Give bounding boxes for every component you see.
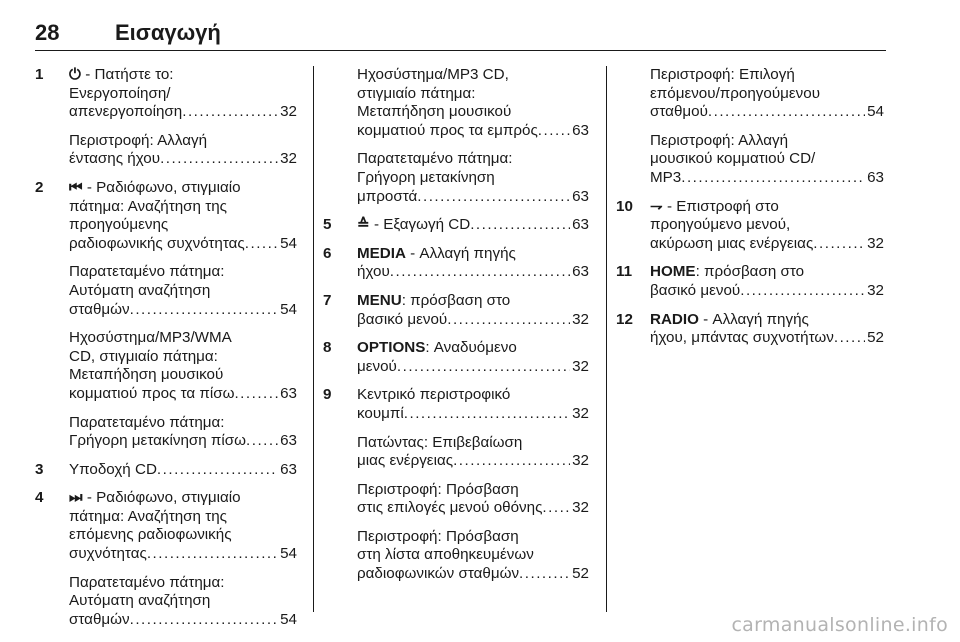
dot-leader xyxy=(417,188,570,207)
page-reference: 32 xyxy=(572,499,589,517)
entry-number: 11 xyxy=(616,263,633,281)
dot-leader xyxy=(708,103,865,122)
entry-line xyxy=(357,188,417,207)
entry-line xyxy=(357,263,390,282)
page-reference: 32 xyxy=(572,357,589,375)
entry-line-with-page xyxy=(357,565,589,584)
dot-leader xyxy=(160,150,278,169)
entry-line xyxy=(650,169,681,188)
watermark: carmanualsonline.info xyxy=(731,614,948,636)
page-reference: 54 xyxy=(280,545,297,563)
dot-leader xyxy=(404,405,570,424)
entry-line: επόμενου/προηγούμενου xyxy=(650,84,821,102)
control-name: OPTIONS xyxy=(357,339,426,357)
entry-line-with-page xyxy=(650,282,884,301)
entry-line: στιγμιαίο πάτημα: xyxy=(357,84,476,102)
entry-text: - Ραδιόφωνο, στιγμιαίο xyxy=(82,178,241,196)
entry-text: - Επιστροφή στο xyxy=(662,197,779,215)
dot-leader xyxy=(246,432,278,451)
entry-text: ήχου xyxy=(357,263,390,281)
page-reference: 63 xyxy=(280,460,297,478)
index-column-1 xyxy=(35,66,297,639)
entry-line: Ενεργοποίηση/ xyxy=(69,84,171,102)
entry-text: ακύρωση μιας ενέργειας xyxy=(650,234,814,252)
entry-text: σταθμού xyxy=(650,103,708,121)
page-reference: 32 xyxy=(280,103,297,121)
page-title: Εισαγωγή xyxy=(115,20,221,45)
entry-line-with-page xyxy=(69,545,297,564)
page-reference: 54 xyxy=(280,234,297,252)
entry-line-with-page xyxy=(650,329,884,348)
entry-text: έντασης ήχου xyxy=(69,150,161,168)
entry-line-with-page xyxy=(357,499,589,518)
index-entry xyxy=(35,329,297,403)
entry-line-with-page xyxy=(357,311,589,330)
entry-line: Παρατεταμένο πάτημα: xyxy=(357,150,513,168)
dot-leader xyxy=(740,282,865,301)
entry-line xyxy=(650,282,740,301)
dot-leader xyxy=(542,499,570,518)
entry-number: 5 xyxy=(323,216,332,234)
entry-number: 10 xyxy=(616,197,633,215)
page-reference: 63 xyxy=(280,384,297,402)
entry-line: Πατώντας: Επιβεβαίωση xyxy=(357,433,523,451)
index-column-3 xyxy=(616,66,884,358)
entry-line xyxy=(357,216,470,235)
previous-track-icon: ⏮ xyxy=(69,178,83,196)
entry-line-with-page xyxy=(357,216,589,235)
entry-heading xyxy=(650,198,884,217)
entry-heading xyxy=(650,263,884,282)
entry-line-with-page xyxy=(650,169,884,188)
entry-text: - Αλλαγή πηγής xyxy=(405,244,516,262)
entry-text: - Ραδιόφωνο, στιγμιαίο xyxy=(82,489,241,507)
dot-leader xyxy=(157,461,278,480)
dot-leader xyxy=(453,452,570,471)
entry-text: Γρήγορη μετακίνηση πίσω xyxy=(69,432,247,450)
entry-text: κουμπί xyxy=(357,404,404,422)
index-entry xyxy=(35,574,297,630)
dot-leader xyxy=(147,545,278,564)
entry-text: Κεντρικό περιστροφικό xyxy=(357,386,511,404)
entry-number: 2 xyxy=(35,178,44,196)
entry-line: Αυτόματη αναζήτηση xyxy=(69,281,211,299)
entry-line: Περιστροφή: Αλλαγή xyxy=(69,131,208,149)
index-entry xyxy=(323,245,589,282)
entry-heading xyxy=(357,339,589,358)
entry-line xyxy=(69,301,130,320)
entry-text: βασικό μενού xyxy=(357,310,448,328)
entry-text: MP3 xyxy=(650,168,682,186)
entry-number: 3 xyxy=(35,460,44,478)
dot-leader xyxy=(390,263,570,282)
entry-heading xyxy=(357,386,589,405)
index-entry xyxy=(323,481,589,518)
entry-text: σταθμών xyxy=(69,610,130,628)
entry-line: μουσικού κομματιού CD/ xyxy=(650,150,816,168)
entry-line: Γρήγορη μετακίνηση xyxy=(357,168,495,186)
entry-text: κομματιού προς τα πίσω xyxy=(69,384,235,402)
index-entry xyxy=(323,292,589,329)
page-reference: 32 xyxy=(867,281,884,299)
entry-text: : Αναδυόμενο xyxy=(425,339,517,357)
entry-text: : πρόσβαση στο xyxy=(695,263,805,281)
entry-number: 9 xyxy=(323,386,332,404)
entry-line-with-page xyxy=(357,263,589,282)
dot-leader xyxy=(681,169,865,188)
entry-text: - Αλλαγή πηγής xyxy=(698,310,809,328)
entry-text: μενού xyxy=(357,357,397,375)
entry-line-with-page xyxy=(357,358,589,377)
page-header xyxy=(35,14,886,51)
dot-leader xyxy=(447,311,570,330)
index-entry xyxy=(323,150,589,206)
control-name: HOME xyxy=(650,263,696,281)
entry-number: 8 xyxy=(323,339,332,357)
page-reference: 52 xyxy=(572,565,589,583)
index-entry xyxy=(323,386,589,423)
entry-line xyxy=(69,103,182,122)
back-icon: ⇁ xyxy=(650,197,663,215)
entry-line: Μεταπήδηση μουσικού xyxy=(69,366,224,384)
entry-line-with-page xyxy=(69,611,297,630)
entry-text: στις επιλογές μενού οθόνης xyxy=(357,499,543,517)
index-entry xyxy=(616,198,884,254)
index-entry xyxy=(616,132,884,188)
index-entry xyxy=(35,489,297,563)
index-column-2 xyxy=(323,66,589,594)
dot-leader xyxy=(470,216,570,235)
entry-heading xyxy=(650,311,884,330)
entry-text: μπροστά xyxy=(357,187,418,205)
index-entry xyxy=(323,434,589,471)
dot-leader xyxy=(182,103,278,122)
dot-leader xyxy=(130,301,279,320)
entry-line xyxy=(357,499,542,518)
entry-text: - Πατήστε το: xyxy=(81,66,174,83)
entry-line xyxy=(69,235,245,254)
eject-icon: ≙ xyxy=(357,216,370,234)
entry-number: 1 xyxy=(35,66,44,83)
entry-text: κομματιού προς τα εμπρός xyxy=(357,121,538,139)
index-entry xyxy=(616,263,884,300)
column-divider xyxy=(313,66,314,612)
entry-line: προηγούμενης xyxy=(69,216,169,234)
entry-line xyxy=(650,329,834,348)
entry-line: προηγούμενο μενού, xyxy=(650,216,791,234)
entry-line: Παρατεταμένο πάτημα: xyxy=(69,263,225,281)
entry-line-with-page xyxy=(69,150,297,169)
index-entry xyxy=(35,414,297,451)
entry-text: ήχου, μπάντας συχνοτήτων xyxy=(650,329,834,347)
entry-line-with-page xyxy=(69,432,297,451)
page-reference: 63 xyxy=(572,216,589,234)
entry-line-with-page xyxy=(357,122,589,141)
entry-line: Ηχοσύστημα/MP3 CD, xyxy=(357,66,509,83)
entry-number: 12 xyxy=(616,310,633,328)
entry-line: Μεταπήδηση μουσικού xyxy=(357,103,512,121)
dot-leader xyxy=(538,122,570,141)
entry-number: 6 xyxy=(323,244,332,262)
entry-line xyxy=(69,611,130,630)
entry-line xyxy=(357,405,404,424)
index-entry xyxy=(616,311,884,348)
column-divider xyxy=(606,66,607,612)
entry-text: μιας ενέργειας xyxy=(357,452,454,470)
entry-text: βασικό μενού xyxy=(650,281,741,299)
page-reference: 32 xyxy=(280,150,297,168)
index-entry xyxy=(35,66,297,122)
entry-line: πάτημα: Αναζήτηση της xyxy=(69,507,227,525)
page-reference: 63 xyxy=(867,168,884,186)
index-entry xyxy=(323,339,589,376)
page-reference: 63 xyxy=(572,121,589,139)
entry-heading xyxy=(69,66,297,85)
entry-heading xyxy=(357,292,589,311)
dot-leader xyxy=(397,358,570,377)
dot-leader xyxy=(813,235,865,254)
page-number: 28 xyxy=(35,20,60,45)
entry-line-with-page xyxy=(650,235,884,254)
entry-line-with-page xyxy=(357,188,589,207)
index-entry xyxy=(35,263,297,319)
entry-heading xyxy=(357,245,589,264)
entry-text: - Εξαγωγή CD xyxy=(369,216,471,234)
entry-line xyxy=(357,452,453,471)
dot-leader xyxy=(245,235,278,254)
page-reference: 63 xyxy=(280,432,297,450)
entry-text: ραδιοφωνικών σταθμών xyxy=(357,565,520,583)
entry-text: : πρόσβαση στο xyxy=(401,291,511,309)
entry-line-with-page xyxy=(357,452,589,471)
page-reference: 32 xyxy=(572,310,589,328)
entry-text: Υποδοχή CD xyxy=(69,460,157,478)
page-reference: 32 xyxy=(572,452,589,470)
dot-leader xyxy=(834,329,865,348)
entry-line: Περιστροφή: Επιλογή xyxy=(650,66,795,83)
index-entry xyxy=(323,66,589,140)
next-track-icon: ⏭ xyxy=(69,489,83,507)
entry-line: Παρατεταμένο πάτημα: xyxy=(69,413,225,431)
entry-line: Παρατεταμένο πάτημα: xyxy=(69,573,225,591)
power-icon: ⏻ xyxy=(69,66,82,83)
entry-line xyxy=(69,545,147,564)
entry-line-with-page xyxy=(69,461,297,480)
entry-line: Αυτόματη αναζήτηση xyxy=(69,592,211,610)
entry-line xyxy=(69,150,160,169)
entry-line xyxy=(69,461,157,480)
page-reference: 52 xyxy=(867,329,884,347)
page-reference: 54 xyxy=(867,103,884,121)
entry-line-with-page xyxy=(69,301,297,320)
dot-leader xyxy=(130,611,279,630)
entry-text: σταθμών xyxy=(69,300,130,318)
index-entry xyxy=(35,179,297,253)
entry-number: 4 xyxy=(35,489,44,507)
page-reference: 32 xyxy=(867,234,884,252)
entry-number: 7 xyxy=(323,291,332,309)
entry-line-with-page xyxy=(650,103,884,122)
entry-text: ραδιοφωνικής συχνότητας xyxy=(69,234,245,252)
entry-line: Ηχοσύστημα/MP3/WMA xyxy=(69,329,232,347)
entry-line: Περιστροφή: Πρόσβαση xyxy=(357,527,519,545)
entry-line: επόμενης ραδιοφωνικής xyxy=(69,526,232,544)
page-reference: 63 xyxy=(572,187,589,205)
entry-line xyxy=(69,432,246,451)
index-entry xyxy=(35,132,297,169)
entry-line: Περιστροφή: Αλλαγή xyxy=(650,131,789,149)
dot-leader xyxy=(519,565,570,584)
entry-line: Περιστροφή: Πρόσβαση xyxy=(357,480,519,498)
page-reference: 54 xyxy=(280,610,297,628)
entry-line xyxy=(69,385,234,404)
page-reference: 32 xyxy=(572,404,589,422)
entry-heading xyxy=(69,179,297,198)
dot-leader xyxy=(234,385,278,404)
entry-line-with-page xyxy=(69,235,297,254)
page-reference: 54 xyxy=(280,300,297,318)
entry-line: CD, στιγμιαίο πάτημα: xyxy=(69,347,218,365)
control-name: MENU xyxy=(357,291,402,309)
entry-line-with-page xyxy=(69,103,297,122)
entry-heading xyxy=(69,489,297,508)
entry-text: απενεργοποίηση xyxy=(69,103,183,121)
control-name: RADIO xyxy=(650,310,699,328)
page-reference: 63 xyxy=(572,263,589,281)
entry-line: πάτημα: Αναζήτηση της xyxy=(69,197,227,215)
index-entry xyxy=(323,528,589,584)
index-entry xyxy=(323,216,589,235)
entry-line xyxy=(357,565,519,584)
entry-line-with-page xyxy=(357,405,589,424)
control-name: MEDIA xyxy=(357,244,406,262)
entry-text: συχνότητας xyxy=(69,545,147,563)
entry-line xyxy=(357,358,397,377)
entry-line xyxy=(357,122,538,141)
entry-line: στη λίστα αποθηκευμένων xyxy=(357,546,534,564)
index-entry xyxy=(616,66,884,122)
entry-line xyxy=(650,103,708,122)
entry-line-with-page xyxy=(69,385,297,404)
entry-line xyxy=(650,235,813,254)
index-entry xyxy=(35,461,297,480)
entry-line xyxy=(357,311,447,330)
